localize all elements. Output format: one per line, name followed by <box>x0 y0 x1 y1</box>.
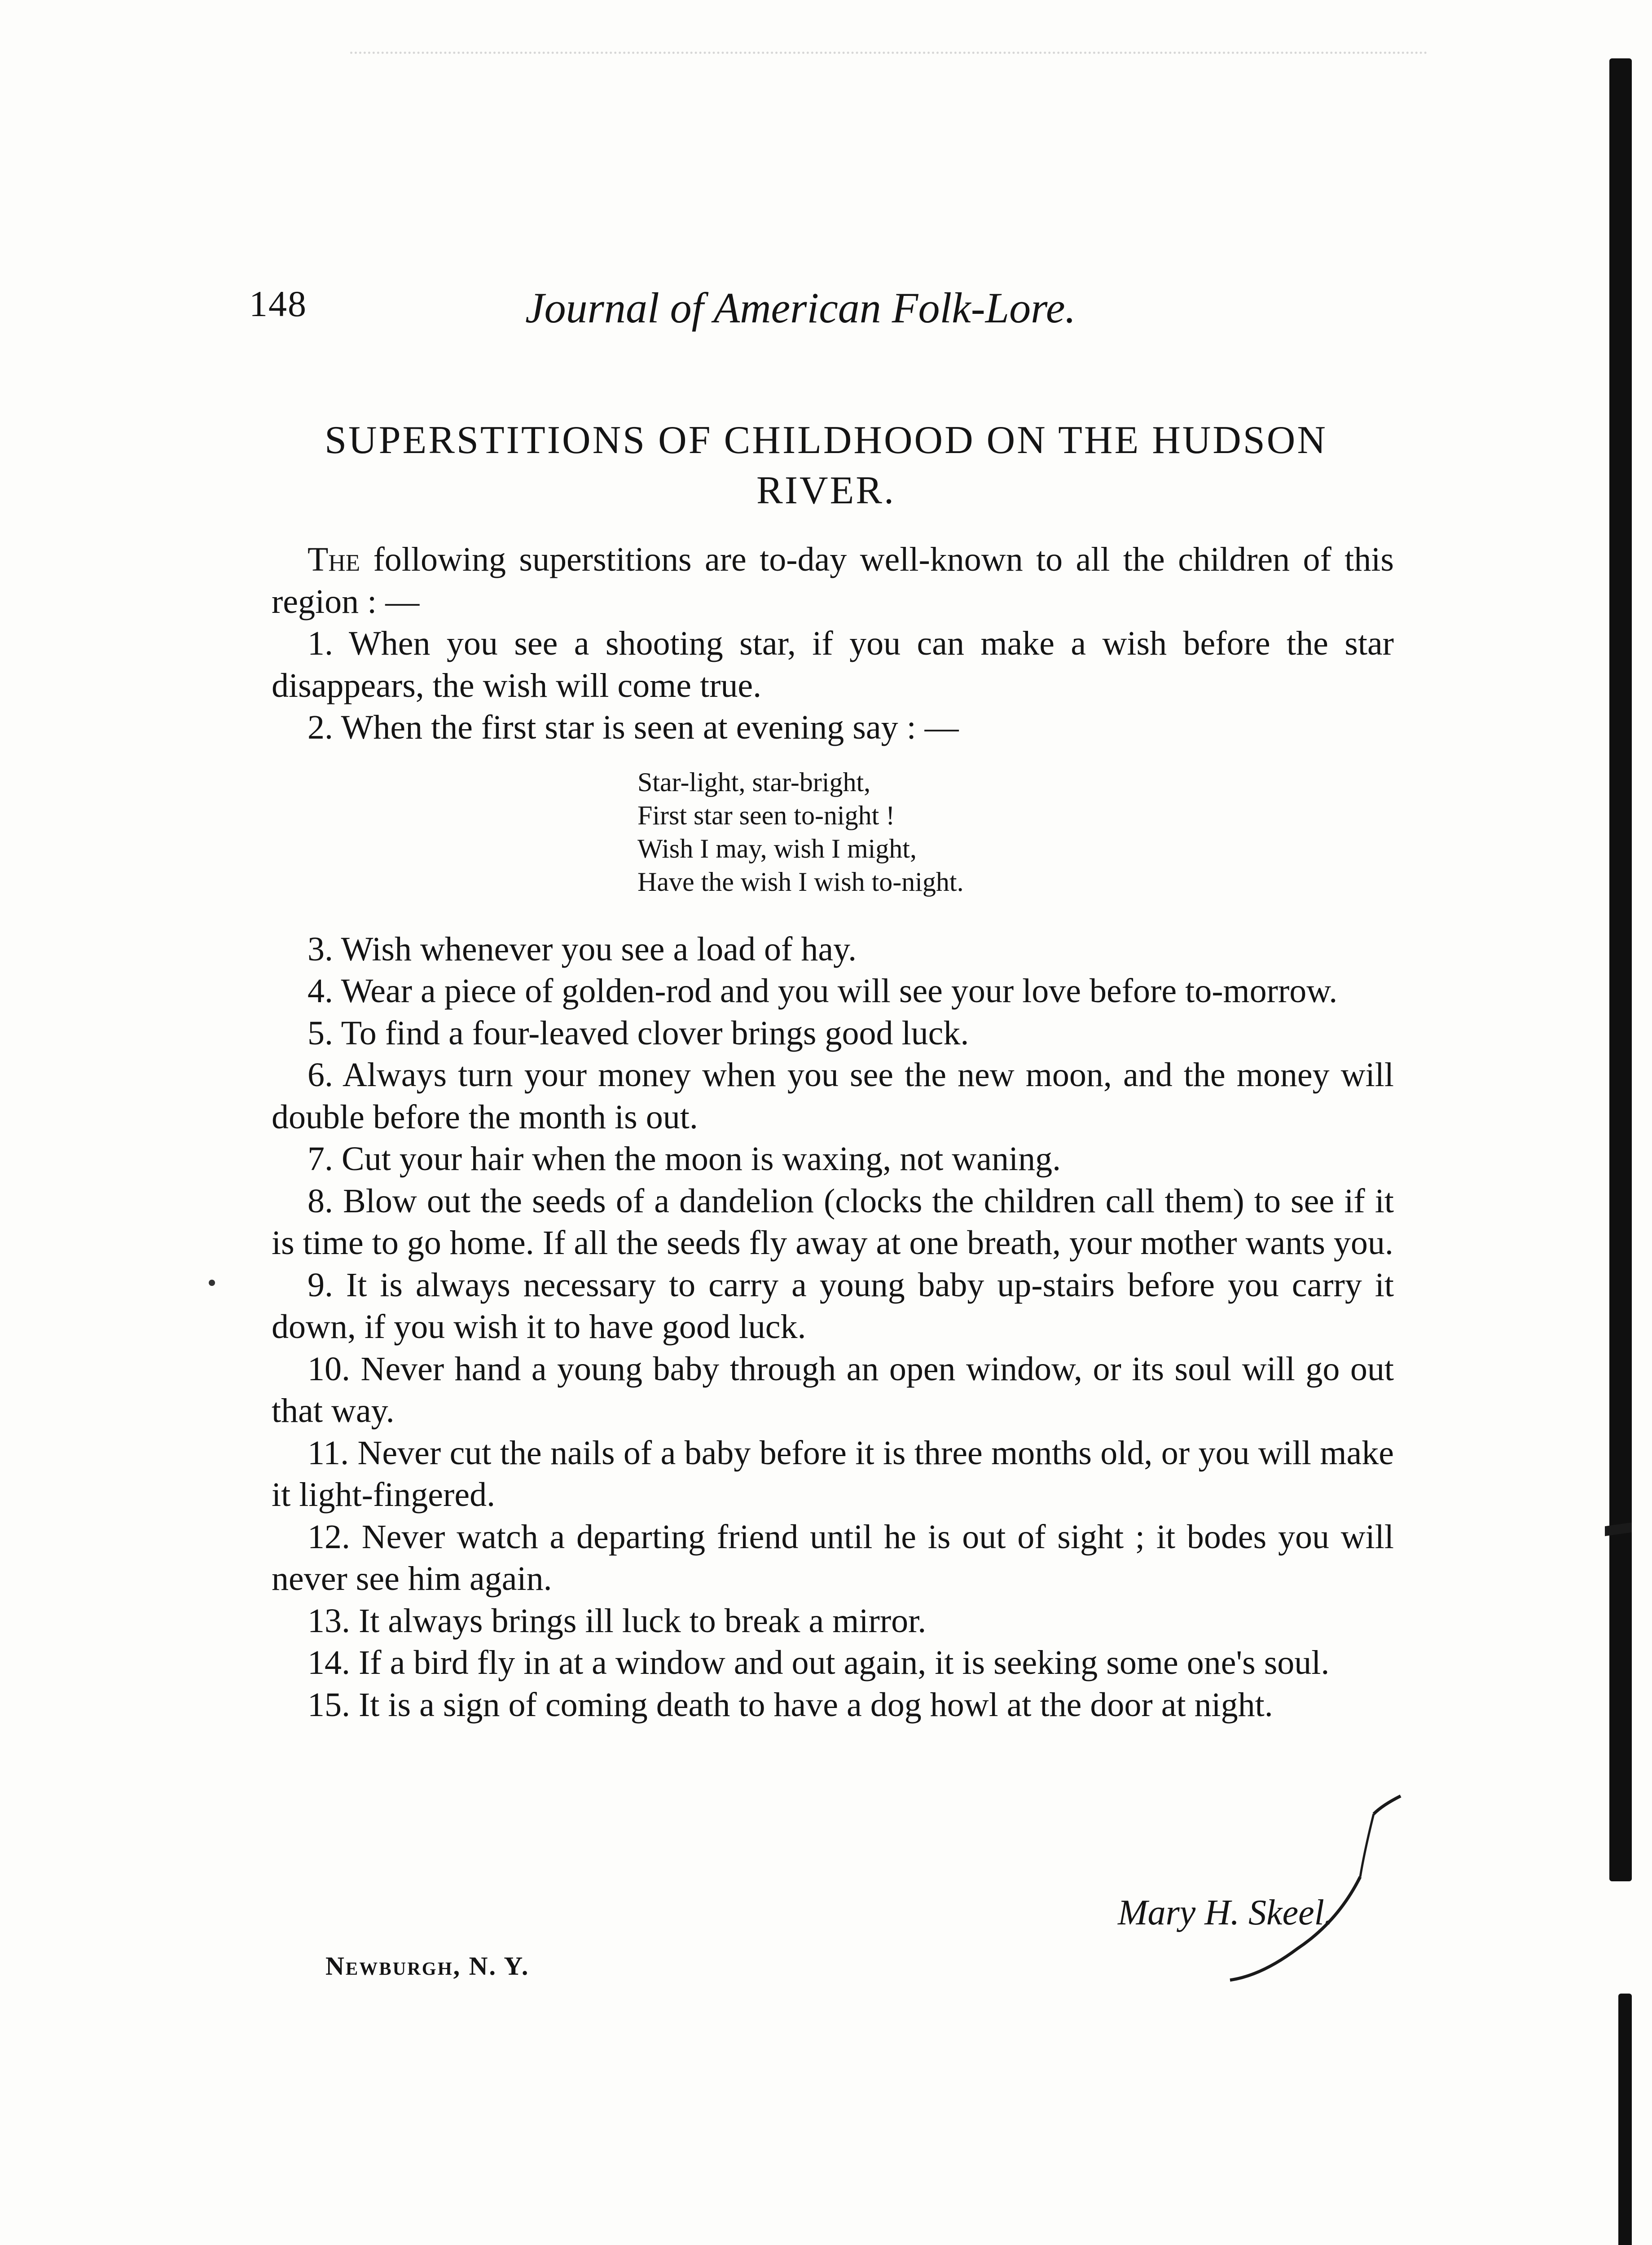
list-item: 13. It always brings ill luck to break a mirror. <box>308 1602 927 1640</box>
scan-edge-shadow-bottom <box>1618 1994 1632 2245</box>
page-number: 148 <box>249 283 307 324</box>
list-item: 2. When the first star is seen at evening say : — <box>308 709 959 746</box>
verse-line: Star-light, star-bright, <box>637 767 871 797</box>
list-item: 4. Wear a piece of golden-rod and you will see your love before to-morrow. <box>308 972 1338 1010</box>
scan-edge-shadow-top <box>1609 58 1632 1881</box>
list-item: 7. Cut your hair when the moon is waxing, not waning. <box>308 1140 1061 1178</box>
intro-text: following superstitions are to-day well-known to all the children of this region : — <box>272 541 1394 621</box>
running-head <box>249 283 1380 337</box>
author-signature: Mary H. Skeel. <box>1118 1893 1333 1932</box>
pen-flourish <box>1149 1787 1441 2012</box>
intro-lead-word: The <box>308 541 360 578</box>
list-item: 10. Never hand a young baby through an open window, or its soul will go out that way. <box>272 1350 1394 1430</box>
list-item: 15. It is a sign of coming death to have a dog howl at the door at night. <box>308 1686 1273 1724</box>
list-item: 14. If a bird fly in at a window and out again, it is seeking some one's soul. <box>308 1644 1330 1682</box>
scan-dust-top <box>350 52 1428 57</box>
list-item: 12. Never watch a departing friend until he is out of sight ; it bodes you will never see him again. <box>272 1518 1394 1598</box>
dateline: Newburgh, N. Y. <box>325 1951 530 1981</box>
verse-line: First star seen to-night ! <box>637 801 895 830</box>
article-title: SUPERSTITIONS OF CHILDHOOD ON THE HUDSON RIVER. <box>325 418 1327 512</box>
verse-line: Wish I may, wish I might, <box>637 834 917 863</box>
journal-title: Journal of American Folk-Lore. <box>525 284 1076 332</box>
article-body <box>272 539 1394 1726</box>
list-item: 6. Always turn your money when you see the new moon, and the money will double before the month is out. <box>272 1056 1394 1136</box>
list-item: 3. Wish whenever you see a load of hay. <box>308 930 857 968</box>
verse-line: Have the wish I wish to-night. <box>637 867 964 897</box>
list-item: 9. It is always necessary to carry a young baby up-stairs before you carry it down, if you wish it to have good luck. <box>272 1266 1394 1346</box>
list-item: 8. Blow out the seeds of a dandelion (clocks the children call them) to see if it is time to go home. If all the seeds fly away at one breath, your mother wants you. <box>272 1182 1394 1262</box>
list-item: 11. Never cut the nails of a baby before it is three months old, or you will make it light-fingered. <box>272 1434 1394 1514</box>
intro-paragraph <box>272 539 1394 623</box>
verse-block <box>637 766 964 898</box>
list-item: 1. When you see a shooting star, if you can make a wish before the star disappears, the wish will come true. <box>272 625 1394 704</box>
scan-speck <box>209 1280 215 1286</box>
list-item: 5. To find a four-leaved clover brings good luck. <box>308 1014 969 1052</box>
